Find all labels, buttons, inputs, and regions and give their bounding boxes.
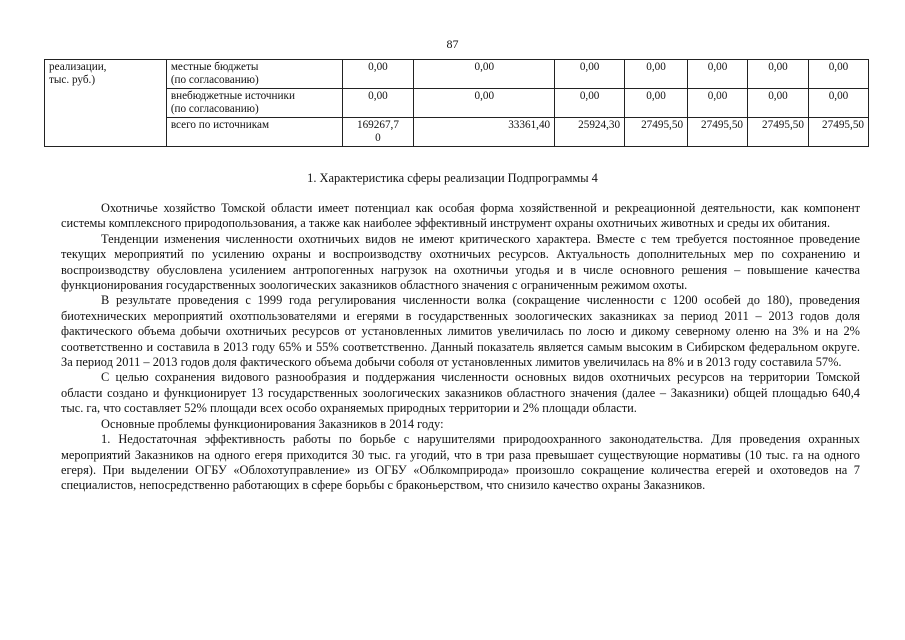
page-number: 87 (446, 37, 459, 51)
value-cell: 27495,50 (808, 118, 868, 147)
value-cell: 0,00 (625, 89, 688, 118)
table-row (45, 60, 869, 89)
section-title: 1. Характеристика сферы реализации Подпрограммы 4 (307, 171, 598, 185)
value-cell: 33361,40 (414, 118, 555, 147)
value-cell: 0,00 (555, 89, 625, 118)
value-cell: 0,00 (414, 89, 555, 118)
financing-table (44, 59, 869, 147)
value-cell: 0,00 (625, 60, 688, 89)
row-source-cell: всего по источникам (166, 118, 342, 147)
row-category-cell (45, 118, 167, 147)
value-cell: 27495,50 (748, 118, 809, 147)
value-cell: 27495,50 (688, 118, 748, 147)
row-category-cell (45, 89, 167, 118)
value-cell: 0,00 (555, 60, 625, 89)
paragraph: С целью сохранения видового разнообразия и поддержания численности основных видов охотничьих ресурсов на территории Томской области создано и функционирует 13 государственных зоологических заказников областного значения (далее – Заказники) общей площадью 640,4 тыс. га, что составляет 52% площади всех особо охраняемых природных территории и 2% площади области. (61, 370, 860, 416)
row-category-cell: реализации, тыс. руб.) (45, 60, 167, 89)
value-cell: 25924,30 (555, 118, 625, 147)
value-cell: 0,00 (342, 60, 414, 89)
value-cell: 0,00 (688, 89, 748, 118)
paragraph: 1. Недостаточная эффективность работы по борьбе с нарушителями природоохранного законодательства. Для проведения охранных мероприятий Заказников на одного егеря приходится 30 тыс. га угодий, что в три раза превышает существующие нормативы (10 тыс. га на одного егеря). При выделении ОГБУ «Облохотуправление» из ОГБУ «Облкомприрода» произошло сокращение количества егерей и охотоведов на 7 специалистов, непосредственно работающих в сфере борьбы с браконьерством, что снизило качество охраны Заказников. (61, 432, 860, 493)
value-cell: 0,00 (342, 89, 414, 118)
value-cell: 0,00 (414, 60, 555, 89)
paragraph: Охотничье хозяйство Томской области имеет потенциал как особая форма хозяйственной и рекреационной деятельности, как компонент системы комплексного природопользования, а также как наиболее эффективный инструмент охраны охотничьих животных и среды их обитания. (61, 201, 860, 231)
value-cell: 0,00 (748, 60, 809, 89)
value-cell: 0,00 (808, 89, 868, 118)
value-cell: 0,00 (748, 89, 809, 118)
body-text (61, 201, 860, 494)
value-cell: 0,00 (688, 60, 748, 89)
row-source-cell: местные бюджеты (по согласованию) (166, 60, 342, 89)
table-row (45, 118, 869, 147)
paragraph: Тенденции изменения численности охотничьих видов не имеют критического характера. Вместе с тем требуется постоянное проведение текущих мероприятий по усилению охраны и воспроизводству охотничьих ресурсов. Актуальность дополнительных мер по сохранению и воспроизводству обусловлена усилением антропогенных нагрузок на охотничьи угодья и в числе основного решения – повышение качества функционирования государственных зоологических заказников областного значения с ограниченным режимом охоты. (61, 231, 860, 293)
value-cell: 27495,50 (625, 118, 688, 147)
value-cell: 169267,7 0 (342, 118, 414, 147)
row-source-cell: внебюджетные источники (по согласованию) (166, 89, 342, 118)
table-row (45, 89, 869, 118)
value-cell: 0,00 (808, 60, 868, 89)
paragraph: Основные проблемы функционирования Заказников в 2014 году: (101, 416, 444, 431)
paragraph: В результате проведения с 1999 года регулирования численности волка (сокращение численности с 1200 особей до 180), проведения биотехнических мероприятий охотпользователями и егерями в государственных зоологических заказниках за период 2011 – 2013 годов доля фактического объема добычи охотничьих ресурсов от установленных лимитов увеличилась по лосю и дикому северному оленю на 3% и на 2% соответственно и составила в 2013 году 65% и 55% соответственно. Данный показатель является самым высоким в Сибирском федеральном округе. За период 2011 – 2013 годов доля фактического объема добычи соболя от установленных лимитов увеличилась на 8% и в 2013 году составила 57%. (61, 293, 860, 370)
